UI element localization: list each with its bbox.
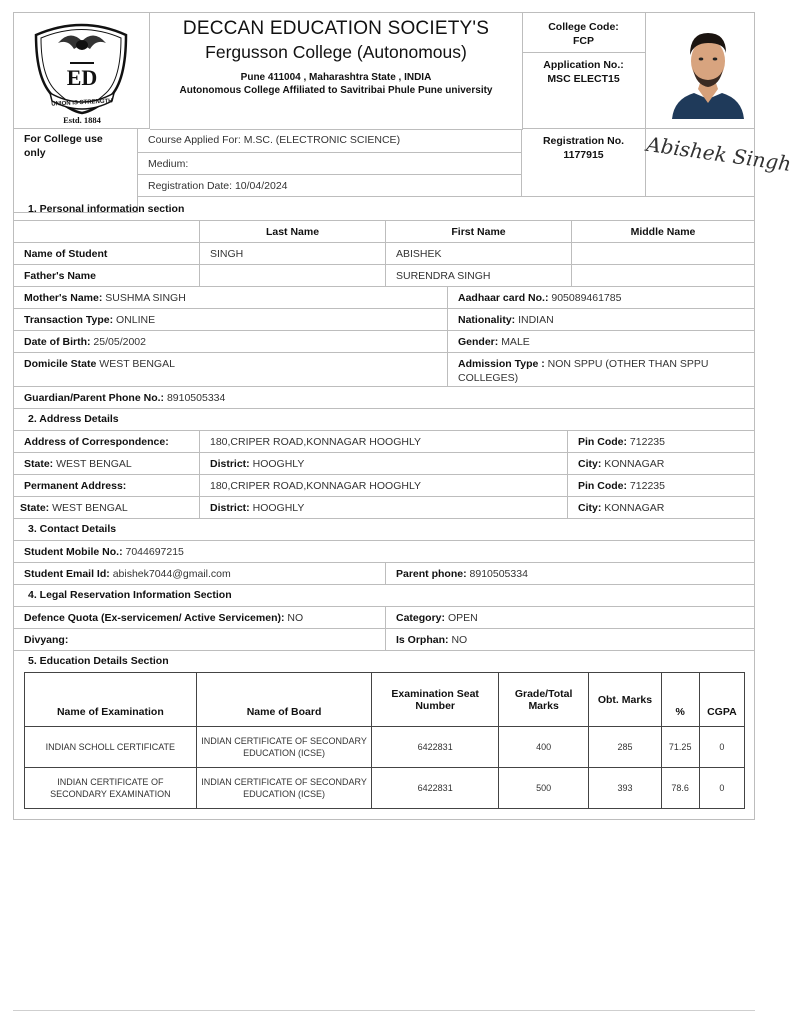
mobile-label: Student Mobile No.:: [24, 546, 123, 558]
college-crest-icon: [14, 13, 150, 129]
domicile-label: Domicile State: [24, 358, 97, 370]
admission-type-cell: [448, 353, 754, 387]
transaction-cell: [14, 309, 448, 331]
college-name: Fergusson College (Autonomous): [205, 42, 467, 62]
mother-name-label: Mother's Name:: [24, 292, 103, 304]
estd-text: Estd. 1884: [63, 115, 101, 125]
perm-pin-cell: [568, 475, 754, 497]
student-middle-name: [572, 243, 754, 265]
defence-value: NO: [287, 612, 304, 624]
motto-text: UNION IS STRENGTH: [51, 98, 113, 108]
corr-pin-label: Pin Code:: [578, 436, 627, 448]
gender-cell: [448, 331, 754, 353]
col-percent: %: [661, 673, 699, 727]
col-cgpa: CGPA: [699, 673, 744, 727]
course-applied: Course Applied For: M.SC. (ELECTRONIC SCIENCE): [148, 134, 401, 146]
father-first-name: SURENDRA SINGH: [386, 265, 572, 287]
medium: Medium:: [148, 158, 189, 170]
college-affiliation: Autonomous College Affiliated to Savitribai Phule Pune university: [179, 85, 493, 96]
email-label: Student Email Id:: [24, 568, 110, 580]
table-row: [25, 768, 745, 809]
guardian-phone-cell: [14, 387, 754, 409]
col-board-name: Name of Board: [196, 673, 372, 727]
registration-no: 1177915: [563, 149, 604, 161]
corr-city-cell: [568, 453, 754, 475]
nationality-cell: [448, 309, 754, 331]
row1-seat: 6422831: [372, 727, 499, 768]
correspondence-label: Address of Correspondence:: [14, 431, 200, 453]
photo-box: [646, 13, 754, 129]
corr-pin-cell: [568, 431, 754, 453]
perm-state-value: WEST BENGAL: [52, 502, 128, 514]
admission-type-value: NON SPPU (OTHER THAN SPPU COLLEGES): [458, 358, 709, 384]
corr-city-label: City:: [578, 458, 602, 470]
corr-state-label: State:: [24, 458, 54, 470]
orphan-cell: [386, 629, 754, 651]
svg-text:ED: ED: [66, 65, 98, 90]
application-no-value: MSC ELECT15: [547, 73, 620, 85]
application-no-box: [522, 53, 646, 129]
row2-seat: 6422831: [372, 768, 499, 809]
guardian-phone-label: Guardian/Parent Phone No.:: [24, 392, 165, 404]
col-middle-name: Middle Name: [572, 221, 754, 243]
dob-value: 25/05/2002: [93, 336, 146, 348]
aadhaar-value: 905089461785: [551, 292, 622, 304]
section-personal-title: 1. Personal information section: [14, 199, 754, 221]
registration-label: Registration No.: [542, 135, 625, 147]
domicile-cell: [14, 353, 448, 387]
gender-value: MALE: [501, 336, 530, 348]
applicant-photo: [668, 19, 748, 119]
orphan-label: Is Orphan:: [396, 634, 449, 646]
college-heading: [150, 13, 523, 130]
college-logo: [14, 13, 150, 129]
reg-date-row: [138, 175, 522, 197]
dob-label: Date of Birth:: [24, 336, 91, 348]
divyang-cell: [14, 629, 386, 651]
medium-row: [138, 153, 522, 175]
page-divider: [13, 1010, 755, 1011]
personal-blank-header: [14, 221, 200, 243]
gender-label: Gender:: [458, 336, 499, 348]
perm-pin-label: Pin Code:: [578, 480, 627, 492]
corr-city-value: KONNAGAR: [604, 458, 665, 470]
col-exam-name: Name of Examination: [25, 673, 197, 727]
father-last-name: [200, 265, 386, 287]
mother-name-value: SUSHMA SINGH: [105, 292, 186, 304]
parent-phone-value: 8910505334: [469, 568, 528, 580]
student-name-label: Name of Student: [14, 243, 200, 265]
row2-percent: 78.6: [661, 768, 699, 809]
row1-obtained: 285: [589, 727, 661, 768]
perm-state-cell: [14, 497, 200, 519]
section-contact-title: 3. Contact Details: [14, 519, 754, 541]
row1-total: 400: [498, 727, 588, 768]
perm-pin-value: 712235: [629, 480, 665, 492]
divyang-label: Divyang:: [24, 634, 69, 646]
col-obt-marks: Obt. Marks: [589, 673, 661, 727]
father-name-label: Father's Name: [14, 265, 200, 287]
domicile-value: WEST BENGAL: [99, 358, 175, 370]
correspondence-value: 180,CRIPER ROAD,KONNAGAR HOOGHLY: [200, 431, 568, 453]
perm-state-label: State:: [20, 502, 50, 514]
corr-pin-value: 712235: [629, 436, 665, 448]
row1-exam: INDIAN SCHOLL CERTIFICATE: [25, 727, 197, 768]
college-code-value: FCP: [573, 35, 594, 47]
student-first-name: ABISHEK: [386, 243, 572, 265]
father-middle-name: [572, 265, 754, 287]
admission-form: [13, 12, 793, 820]
parent-phone-cell: [386, 563, 754, 585]
row2-board: INDIAN CERTIFICATE OF SECONDARY EDUCATION (ICSE): [196, 768, 372, 809]
college-use-label: For College use only: [24, 133, 103, 159]
education-header-row: [25, 673, 745, 727]
signature-box: [645, 129, 793, 197]
dob-cell: [14, 331, 448, 353]
perm-district-cell: [200, 497, 568, 519]
row2-obtained: 393: [589, 768, 661, 809]
college-address: Pune 411004 , Maharashtra State , INDIA: [240, 72, 432, 83]
email-value: abishek7044@gmail.com: [112, 568, 231, 580]
row2-total: 500: [498, 768, 588, 809]
transaction-value: ONLINE: [116, 314, 156, 326]
registration-box: [522, 129, 646, 197]
category-label: Category:: [396, 612, 446, 624]
applicant-signature: Abishek Singh: [645, 131, 793, 177]
col-total-marks: Grade/Total Marks: [498, 673, 588, 727]
row2-cgpa: 0: [699, 768, 744, 809]
col-first-name: First Name: [386, 221, 572, 243]
row1-percent: 71.25: [661, 727, 699, 768]
section-address-title: 2. Address Details: [14, 409, 754, 431]
nationality-label: Nationality:: [458, 314, 516, 326]
aadhaar-label: Aadhaar card No.:: [458, 292, 549, 304]
society-name: DECCAN EDUCATION SOCIETY'S: [182, 18, 490, 39]
email-cell: [14, 563, 386, 585]
perm-city-cell: [568, 497, 754, 519]
student-last-name: SINGH: [200, 243, 386, 265]
section-legal-title: 4. Legal Reservation Information Section: [14, 585, 754, 607]
parent-phone-label: Parent phone:: [396, 568, 467, 580]
col-last-name: Last Name: [200, 221, 386, 243]
mother-name-cell: [14, 287, 448, 309]
section-education-title: 5. Education Details Section: [28, 655, 169, 667]
aadhaar-cell: [448, 287, 754, 309]
perm-city-value: KONNAGAR: [604, 502, 665, 514]
application-no-label: Application No.:: [543, 59, 624, 71]
education-table: [24, 672, 745, 809]
transaction-label: Transaction Type:: [24, 314, 114, 326]
permanent-label: Permanent Address:: [14, 475, 200, 497]
defence-label: Defence Quota (Ex-servicemen/ Active Servicemen):: [24, 612, 285, 624]
corr-district-value: HOOGHLY: [252, 458, 305, 470]
corr-state-value: WEST BENGAL: [56, 458, 132, 470]
corr-state-cell: [14, 453, 200, 475]
course-applied-row: [138, 129, 522, 153]
row2-exam: INDIAN CERTIFICATE OF SECONDARY EXAMINATION: [25, 768, 197, 809]
guardian-phone-value: 8910505334: [166, 392, 226, 404]
orphan-value: NO: [451, 634, 468, 646]
mobile-cell: [14, 541, 754, 563]
row1-cgpa: 0: [699, 727, 744, 768]
table-row: [25, 727, 745, 768]
college-code-box: [522, 13, 646, 53]
nationality-value: INDIAN: [518, 314, 554, 326]
category-cell: [386, 607, 754, 629]
row1-board: INDIAN CERTIFICATE OF SECONDARY EDUCATION (ICSE): [196, 727, 372, 768]
col-seat-number: Examination Seat Number: [372, 673, 499, 727]
perm-district-value: HOOGHLY: [252, 502, 305, 514]
perm-district-label: District:: [210, 502, 250, 514]
category-value: OPEN: [447, 612, 478, 624]
admission-type-label: Admission Type :: [458, 358, 545, 370]
mobile-value: 7044697215: [125, 546, 184, 558]
defence-cell: [14, 607, 386, 629]
registration-date: Registration Date: 10/04/2024: [148, 180, 288, 192]
corr-district-cell: [200, 453, 568, 475]
college-code-label: College Code:: [548, 21, 619, 33]
perm-city-label: City:: [578, 502, 602, 514]
permanent-value: 180,CRIPER ROAD,KONNAGAR HOOGHLY: [200, 475, 568, 497]
corr-district-label: District:: [210, 458, 250, 470]
